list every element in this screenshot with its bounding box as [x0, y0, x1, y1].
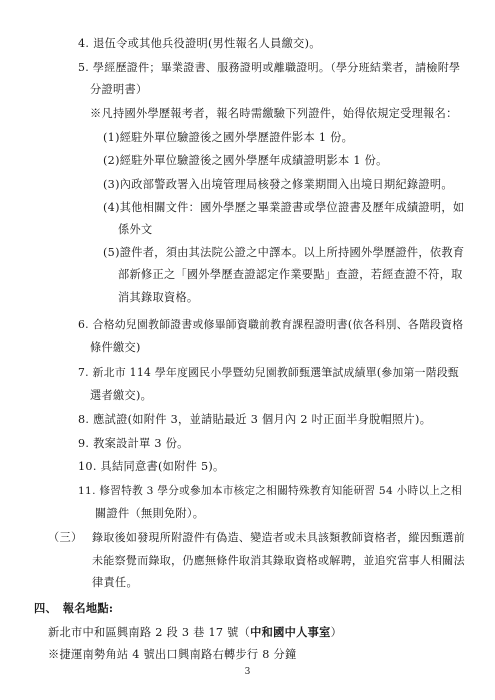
item-11-line-1: 11. 修習特教 3 學分或參加本市核定之相關特殊教育知能研習 54 小時以上之相	[78, 485, 463, 497]
section-3-marker: （三）	[48, 531, 83, 544]
foreign-item-3: (3)內政部警政署入出境管理局核發之修業期間入出境日期紀錄證明。	[103, 178, 453, 191]
foreign-item-2: (2)經駐外單位驗證後之國外學歷年成績證明影本 1 份。	[103, 154, 388, 167]
section-3-line-2: 未能察覺而錄取，仍應無條件取消其錄取資格或解聘，並追究當事人相關法	[92, 554, 465, 567]
transit-note: ※捷運南勢角站 4 號出口興南路右轉步行 8 分鐘	[48, 648, 297, 661]
item-8: 8. 應試證(如附件 3，並請貼最近 3 個月內 2 吋正面半身脫帽照片)。	[78, 413, 432, 426]
section-4-heading: 四、 報名地點:	[34, 601, 114, 615]
item-4: 4. 退伍令或其他兵役證明(男性報名人員繳交)。	[78, 37, 321, 50]
item-11-line-2: 關證件（無則免附）。	[95, 507, 205, 520]
foreign-item-5-line-1: (5)證件者，須由其法院公證之中譯本。以上所持國外學歷證件，依教育	[103, 246, 465, 259]
section-3-line-3: 律責任。	[92, 576, 138, 589]
item-6-line-2: 條件繳交)	[90, 341, 141, 354]
address-line	[48, 625, 342, 640]
foreign-item-5-line-2: 部新修正之「國外學歷查證認定作業要點」查證，若經查證不符，取	[118, 268, 463, 281]
foreign-item-4-line-1: (4)其他相關文件：國外學歷之畢業證書或學位證書及歷年成績證明，如	[103, 201, 465, 214]
section-3-line-1: 錄取後如發現所附證件有偽造、變造者或未具該類教師資格者，縱因甄選前	[92, 531, 465, 544]
foreign-degree-note: ※凡持國外學歷報考者，報名時需繳驗下列證件，始得依規定受理報名：	[90, 107, 458, 120]
address-suffix: ）	[330, 626, 343, 639]
item-7-line-1: 7. 新北市 114 學年度國民小學暨幼兒園教師甄選筆試成績單(參加第一階段甄	[78, 366, 460, 379]
page-number: 3	[244, 667, 251, 677]
item-9: 9. 教案設計單 3 份。	[78, 437, 189, 450]
foreign-item-5-line-3: 消其錄取資格。	[118, 291, 199, 304]
item-10: 10. 具結同意書(如附件 5)。	[78, 460, 225, 473]
foreign-item-4-line-2: 係外文	[118, 223, 153, 236]
foreign-item-1: (1)經駐外單位驗證後之國外學歷證件影本 1 份。	[103, 131, 354, 144]
item-5-line-2: 分證明書）	[90, 83, 148, 96]
item-5-line-1: 5. 學經歷證件；畢業證書、服務證明或離職證明。（學分班結業者，請檢附學	[78, 61, 461, 74]
item-7-line-2: 選者繳交)。	[90, 389, 153, 402]
item-6-line-1: 6. 合格幼兒園教師證書或修畢師資職前教育課程證明書(依各科別、各階段資格	[78, 318, 464, 331]
address-prefix: 新北市中和區興南路 2 段 3 巷 17 號（	[48, 626, 251, 639]
address-school: 中和國中人事室	[250, 625, 331, 639]
